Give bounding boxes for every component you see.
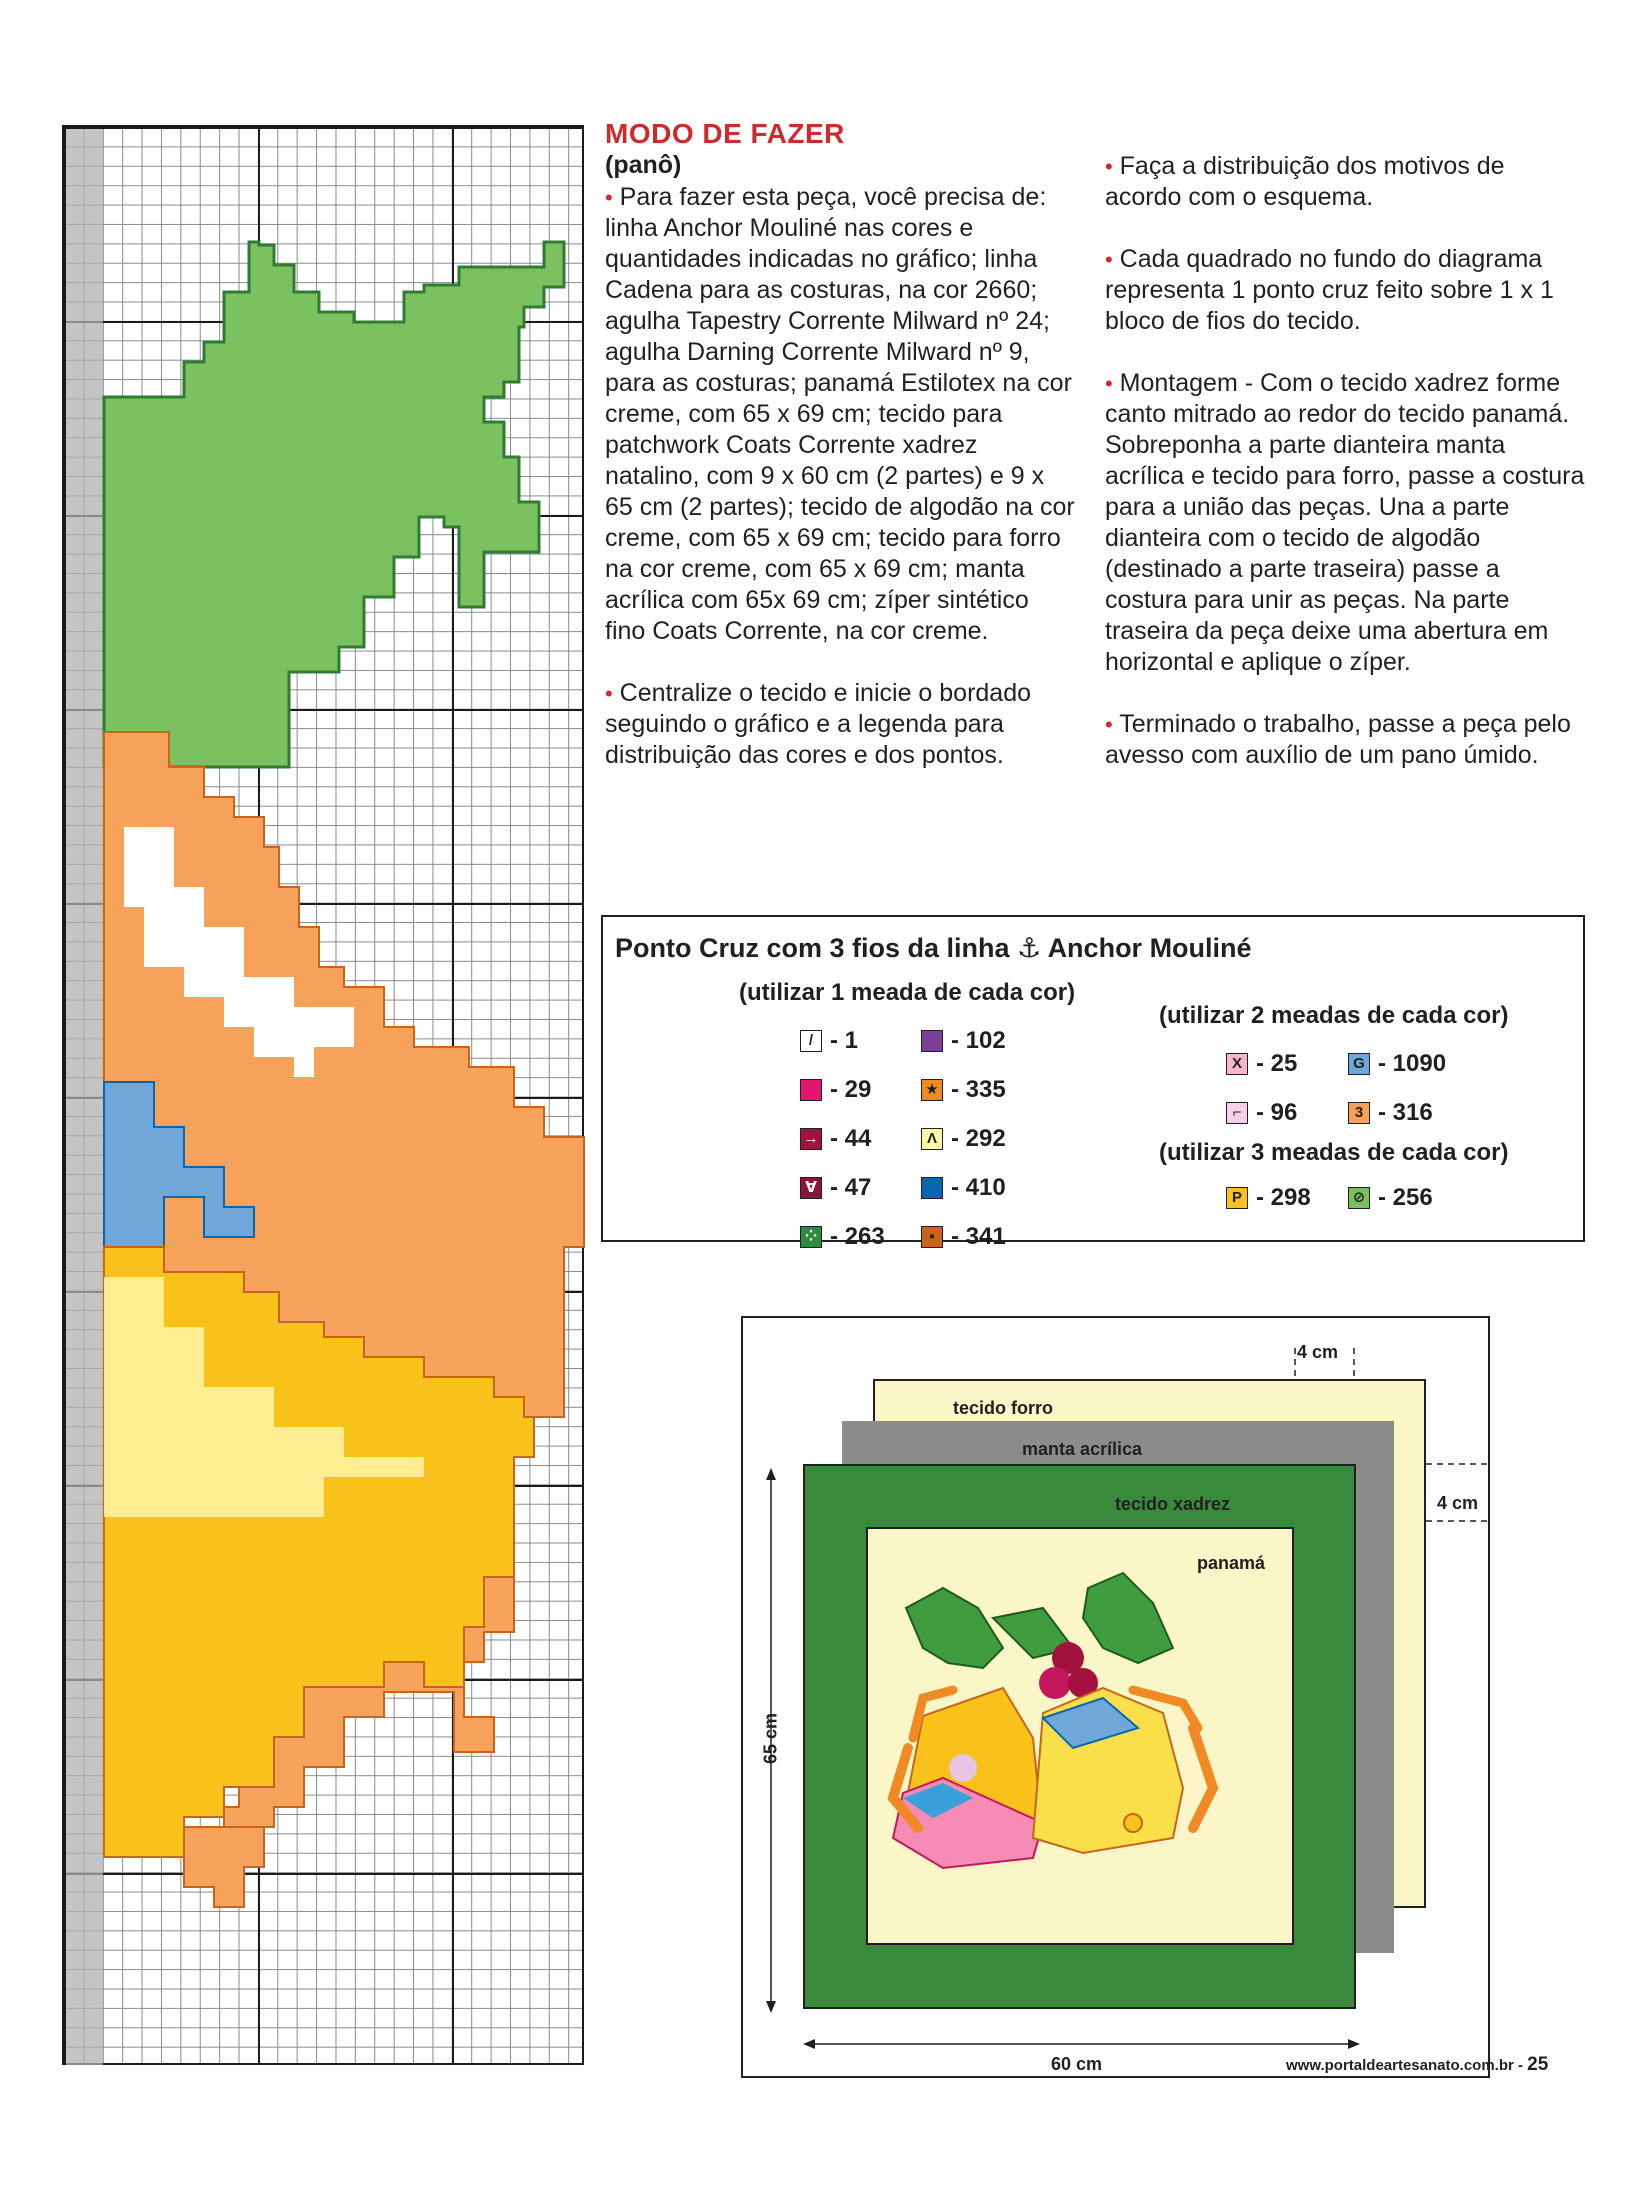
assembly-drawing xyxy=(743,1318,1488,2076)
instruction-paragraph: • Terminado o trabalho, passe a peça pelo avesso com auxílio de um pano úmido. xyxy=(1105,710,1571,769)
bullet-icon: • xyxy=(1105,154,1113,179)
page-subtitle: (panô) xyxy=(605,151,682,179)
legend-item-label: - 1090 xyxy=(1378,1050,1447,1077)
legend-item xyxy=(800,1027,858,1055)
legend-item-label: - 25 xyxy=(1256,1050,1298,1077)
legend-item xyxy=(1226,1184,1311,1212)
label-panama: panamá xyxy=(1197,1553,1266,1573)
legend-item xyxy=(800,1174,871,1202)
page-title: MODO DE FAZER xyxy=(605,118,845,149)
legend-item-label: - 96 xyxy=(1256,1099,1298,1126)
color-swatch-icon: ⊘ xyxy=(1348,1187,1370,1209)
legend-item xyxy=(1348,1099,1433,1127)
chart-holly-leaf xyxy=(104,242,564,767)
legend-item xyxy=(1348,1184,1433,1212)
color-legend xyxy=(601,915,1585,1250)
color-swatch-icon: ⁘ xyxy=(800,1226,822,1248)
legend-group1-title: (utilizar 1 meada de cada cor) xyxy=(739,979,1076,1006)
dim-label-4cm-right: 4 cm xyxy=(1437,1493,1479,1513)
color-swatch-icon: P xyxy=(1226,1187,1248,1209)
instruction-paragraph: • Cada quadrado no fundo do diagrama representa 1 ponto cruz feito sobre 1 x 1 bloco de fios do tecido. xyxy=(1105,245,1554,335)
color-swatch-icon xyxy=(921,1177,943,1199)
legend-item xyxy=(1226,1050,1297,1078)
legend-item xyxy=(921,1027,1006,1055)
legend-item xyxy=(800,1125,871,1153)
legend-item xyxy=(800,1076,871,1104)
dim-label-4cm-top: 4 cm xyxy=(1297,1342,1339,1362)
legend-item-label: - 44 xyxy=(830,1125,872,1152)
legend-item-label: - 298 xyxy=(1256,1184,1311,1211)
color-swatch-icon: ▪ xyxy=(921,1226,943,1248)
instruction-paragraph: • Montagem - Com o tecido xadrez forme canto mitrado ao redor do tecido panamá. Sobreponha a parte dianteira manta acrílica e tecido para forro, passe a costura para a união das peças. Una a parte dianteira com o tecido de algodão (destinado a parte traseira) passe a costura para unir as peças. Na parte traseira da peça deixe uma abertura em horizontal e aplique o zíper. xyxy=(1105,369,1585,676)
legend-item-label: - 256 xyxy=(1378,1184,1433,1211)
legend-group3-title: (utilizar 3 meadas de cada cor) xyxy=(1159,1139,1509,1166)
legend-title: Ponto Cruz com 3 fios da linha ⚓ Anchor Mouliné xyxy=(615,933,1252,963)
legend-item-label: - 335 xyxy=(951,1076,1006,1103)
instruction-paragraph: • Centralize o tecido e inicie o bordado seguindo o gráfico e a legenda para distribuição das cores e dos pontos. xyxy=(605,679,1032,769)
instruction-paragraph: • Para fazer esta peça, você precisa de: linha Anchor Mouliné nas cores e quantidades indicadas no gráfico; linha Cadena para as costuras, na cor 2660; agulha Tapestry Corrente Milward nº 24; agulha Darning Corrente Milward nº 9, para as costuras; panamá Estilotex na cor creme, com 65 x 69 cm; tecido para patchwork Coats Corrente xadrez natalino, com 9 x 60 cm (2 partes) e 9 x 65 cm (2 partes); tecido de algodão na cor creme, com 65 x 69 cm; tecido para forro na cor creme, com 65 x 69 cm; manta acrílica com 65x 69 cm; zíper sintético fino Coats Corrente, na cor creme. xyxy=(605,183,1075,645)
legend-item-label: - 410 xyxy=(951,1174,1006,1201)
instructions-right-column xyxy=(1105,151,1585,802)
color-swatch-icon: / xyxy=(800,1030,822,1052)
legend-item xyxy=(921,1174,1006,1202)
color-swatch-icon: ★ xyxy=(921,1079,943,1101)
chart-ribbon-tip xyxy=(184,1827,264,1907)
color-swatch-icon xyxy=(921,1030,943,1052)
dim-label-60cm: 60 cm xyxy=(1051,2054,1103,2074)
color-swatch-icon: G xyxy=(1348,1053,1370,1075)
footer-url: www.portaldeartesanato.com.br - xyxy=(1286,2057,1523,2074)
legend-item-label: - 1 xyxy=(830,1027,859,1054)
assembly-diagram xyxy=(741,1316,1490,2078)
color-swatch-icon: 3 xyxy=(1348,1102,1370,1124)
legend-group2-title: (utilizar 2 meadas de cada cor) xyxy=(1159,1002,1509,1029)
legend-item xyxy=(921,1125,1006,1153)
cross-stitch-chart xyxy=(62,125,584,2065)
legend-item xyxy=(1226,1099,1297,1127)
legend-item xyxy=(921,1076,1006,1104)
chart-margin-strip xyxy=(66,129,103,2065)
legend-item-label: - 29 xyxy=(830,1076,872,1103)
legend-item xyxy=(921,1223,1006,1251)
label-tecido-forro: tecido forro xyxy=(953,1398,1054,1418)
legend-item-label: - 102 xyxy=(951,1027,1006,1054)
legend-item-label: - 341 xyxy=(951,1223,1006,1250)
instructions-left-column xyxy=(605,182,1075,802)
dim-label-65cm: 65 cm xyxy=(760,1712,781,1765)
color-swatch-icon: X xyxy=(1226,1053,1248,1075)
bullet-icon: • xyxy=(1105,247,1113,272)
color-swatch-icon: → xyxy=(800,1128,822,1150)
legend-item-label: - 292 xyxy=(951,1125,1006,1152)
bullet-icon: • xyxy=(1105,712,1113,737)
chart-pattern xyxy=(64,127,586,2067)
page-footer xyxy=(1286,2054,1548,2076)
anchor-icon: ⚓ xyxy=(1017,933,1042,963)
instruction-paragraph: • Faça a distribuição dos motivos de acordo com o esquema. xyxy=(1105,152,1505,211)
legend-item-label: - 263 xyxy=(830,1223,885,1250)
legend-item-label: - 316 xyxy=(1378,1099,1433,1126)
color-swatch-icon: ⌐ xyxy=(1226,1102,1248,1124)
label-manta-acrilica: manta acrílica xyxy=(1022,1439,1143,1459)
label-tecido-xadrez: tecido xadrez xyxy=(1115,1494,1231,1514)
bullet-icon: • xyxy=(605,185,613,210)
bullet-icon: • xyxy=(605,681,613,706)
color-swatch-icon xyxy=(800,1079,822,1101)
legend-item-label: - 47 xyxy=(830,1174,872,1201)
legend-item xyxy=(800,1223,885,1251)
page-number: 25 xyxy=(1527,2054,1549,2075)
bullet-icon: • xyxy=(1105,371,1113,396)
color-swatch-icon: Λ xyxy=(921,1128,943,1150)
color-swatch-icon: ∀ xyxy=(800,1177,822,1199)
legend-item xyxy=(1348,1050,1446,1078)
